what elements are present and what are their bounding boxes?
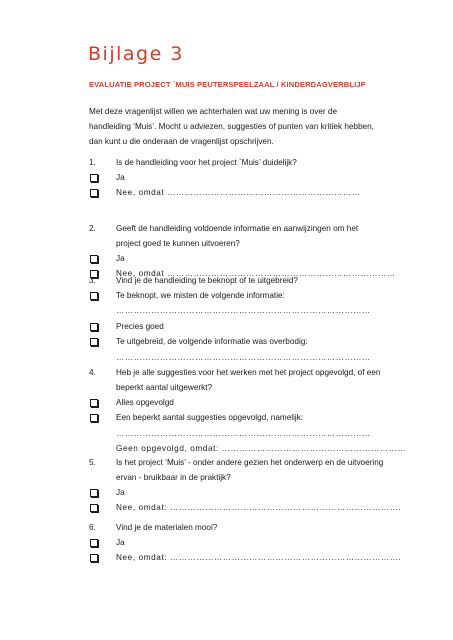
page-title: Bijlage 3 (88, 43, 184, 65)
square-checkbox-icon[interactable] (90, 174, 98, 182)
question-number: 5. (89, 458, 96, 467)
option-alles-opgevolgd[interactable] (89, 395, 389, 410)
square-checkbox-icon[interactable] (90, 292, 98, 300)
option-label: Te uitgebreid, de volgende informatie was overbodig: (116, 337, 308, 347)
question-text (89, 520, 389, 535)
page-subtitle: EVALUATIE PROJECT `MUIS PEUTERSPEELZAAL / KINDERDAGVERBLIJF (89, 80, 366, 89)
question-6 (89, 520, 402, 566)
option-label: Nee, omdat ………………………………………………………… (116, 188, 361, 198)
option-label: Alles opgevolgd (116, 398, 174, 407)
question-line: Geeft de handleiding voldoende informatie en aanwijzingen om het (116, 224, 359, 233)
option-label: Nee, omdat: ……………………………………………………………………. (116, 553, 402, 563)
question-line: Heb je alle suggesties voor het werken met het project opgevolgd, of een (116, 368, 381, 377)
square-checkbox-icon[interactable] (90, 323, 98, 331)
intro-line: handleiding ‘Muis’. Mocht u adviezen, suggesties of punten van kritiek hebben, (89, 122, 374, 131)
square-checkbox-icon[interactable] (90, 255, 98, 263)
question-1 (89, 155, 389, 201)
intro-line: dan kunt u die onderaan de vragenlijst opschrijven. (89, 137, 274, 146)
question-3 (89, 273, 389, 365)
intro-paragraph (89, 104, 389, 149)
fill-in-line[interactable]: …………………………………………………………………………… (116, 428, 371, 438)
question-line: beperkt aantal uitgewerkt? (116, 383, 213, 392)
intro-line: Met deze vragenlijst willen we achterhalen wat uw mening is over de (89, 107, 338, 116)
fill-in-line[interactable]: …………………………………………………………………………… (116, 352, 371, 362)
option-label: Te beknopt, we misten de volgende informatie: (116, 291, 285, 300)
question-number: 2. (89, 224, 96, 233)
question-line: ervan - bruikbaar in de praktijk? (116, 473, 231, 482)
geen-opgevolgd-line[interactable]: Geen opgevolgd, omdat: ……………………………………………………… (116, 444, 407, 454)
question-line: Is het project ‘Muis’ - onder andere gezien het onderwerp en de uitvoering (116, 458, 384, 467)
option-label: Ja (116, 254, 125, 263)
square-checkbox-icon[interactable] (90, 504, 98, 512)
option-te-uitgebreid[interactable] (89, 334, 389, 349)
square-checkbox-icon[interactable] (90, 189, 98, 197)
option-nee[interactable] (89, 185, 389, 200)
question-line: Vind je de handleiding te beknopt of te uitgebreid? (116, 276, 298, 285)
option-te-beknopt[interactable] (89, 288, 389, 303)
option-ja[interactable] (89, 485, 389, 500)
square-checkbox-icon[interactable] (90, 539, 98, 547)
square-checkbox-icon[interactable] (90, 338, 98, 346)
question-line: Vind je de materialen mooi? (116, 523, 218, 532)
question-line: project goed te kunnen uitvoeren? (116, 239, 240, 248)
option-label: Een beperkt aantal suggesties opgevolgd, namelijk: (116, 413, 304, 423)
option-precies-goed[interactable] (89, 319, 389, 334)
question-text (89, 455, 389, 470)
option-label: Precies goed (116, 321, 164, 331)
question-number: 3. (89, 276, 96, 285)
question-line: Is de handleiding voor het project `Muis’ duidelijk? (116, 158, 297, 167)
option-nee[interactable] (89, 550, 402, 565)
question-text (89, 365, 389, 380)
question-number: 6. (89, 523, 96, 532)
option-label: Nee, omdat: ……………………………………………………………………. (116, 503, 402, 513)
square-checkbox-icon[interactable] (90, 414, 98, 422)
question-number: 1. (89, 158, 96, 167)
square-checkbox-icon[interactable] (90, 399, 98, 407)
question-text (89, 273, 389, 288)
option-ja[interactable] (89, 170, 389, 185)
option-ja[interactable] (89, 251, 389, 266)
question-text (89, 221, 389, 236)
option-nee[interactable] (89, 500, 402, 515)
question-5 (89, 455, 402, 516)
option-label: Ja (116, 173, 125, 182)
option-label: Nee, omdat …………………………………………………………………… (116, 269, 396, 279)
question-number: 4. (89, 368, 96, 377)
option-beperkt-aantal[interactable] (89, 410, 389, 425)
square-checkbox-icon[interactable] (90, 489, 98, 497)
option-label: Ja (116, 488, 125, 497)
question-text (89, 155, 389, 170)
option-label: Ja (116, 538, 125, 547)
question-4 (89, 365, 407, 457)
option-ja[interactable] (89, 535, 389, 550)
fill-in-line[interactable]: …………………………………………………………………………… (116, 306, 371, 316)
square-checkbox-icon[interactable] (90, 554, 98, 562)
